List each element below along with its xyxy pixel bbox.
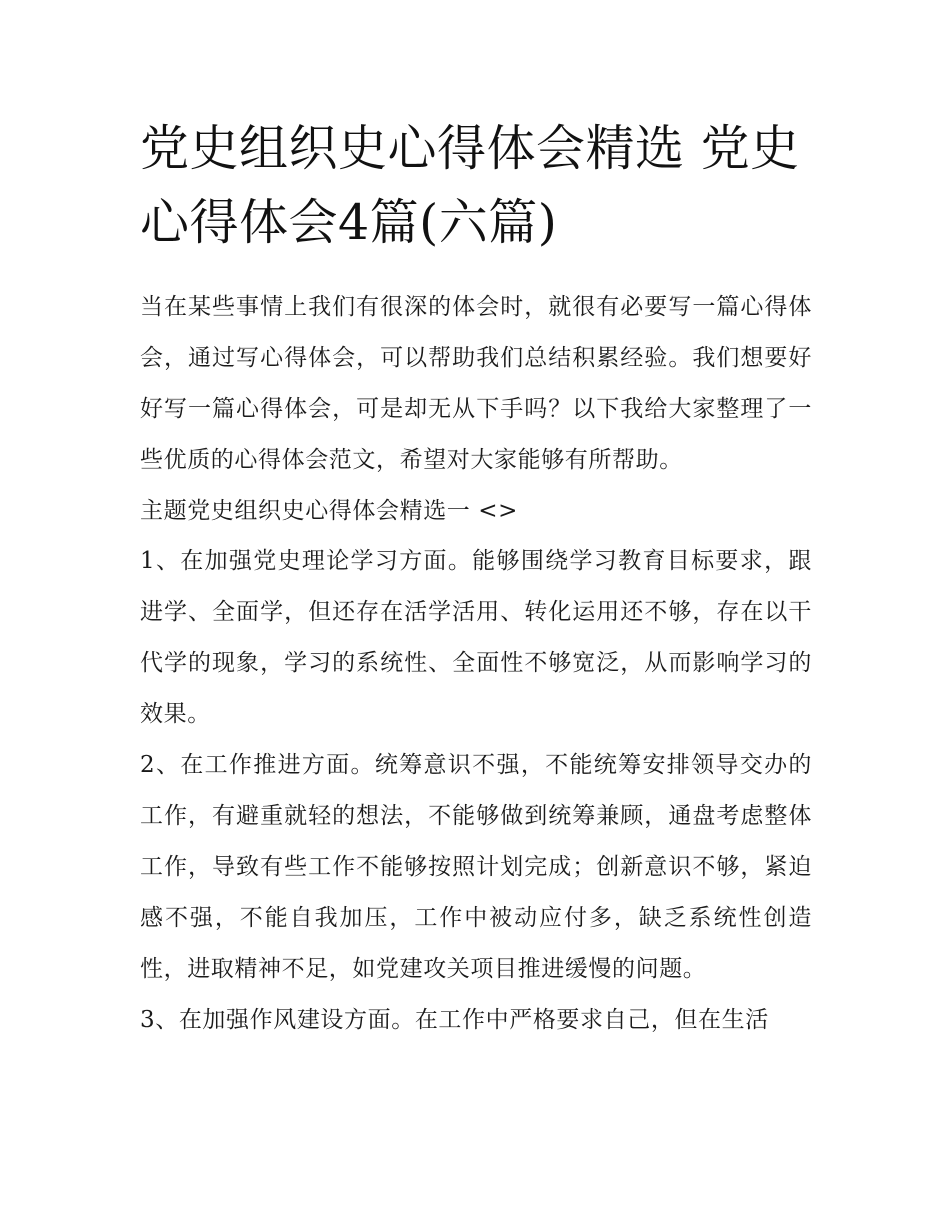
document-body — [140, 282, 812, 1046]
intro-paragraph: 当在某些事情上我们有很深的体会时，就很有必要写一篇心得体会，通过写心得体会，可以帮助我们总结积累经验。我们想要好好写一篇心得体会，可是却无从下手吗？以下我给大家整理了一些优质的心得体会范文，希望对大家能够有所帮助。 — [140, 294, 812, 473]
document-content — [140, 112, 812, 1046]
list-item-3: 3、在加强作风建设方面。在工作中严格要求自己，但在生活 — [140, 1007, 769, 1033]
document-title: 党史组织史心得体会精选 党史心得体会4篇(六篇) — [140, 120, 800, 251]
section-heading: 主题党史组织史心得体会精选一 <> — [140, 498, 519, 524]
list-item-2: 2、在工作推进方面。统筹意识不强，不能统筹安排领导交办的工作，有避重就轻的想法，不能够做到统筹兼顾，通盘考虑整体工作，导致有些工作不能够按照计划完成；创新意识不够，紧迫感不强，不能自我加压，工作中被动应付多，缺乏系统性创造性，进取精神不足，如党建攻关项目推进缓慢的问题。 — [140, 752, 812, 982]
list-item-1: 1、在加强党史理论学习方面。能够围绕学习教育目标要求，跟进学、全面学，但还存在活学活用、转化运用还不够，存在以干代学的现象，学习的系统性、全面性不够宽泛，从而影响学习的效果。 — [140, 548, 812, 727]
